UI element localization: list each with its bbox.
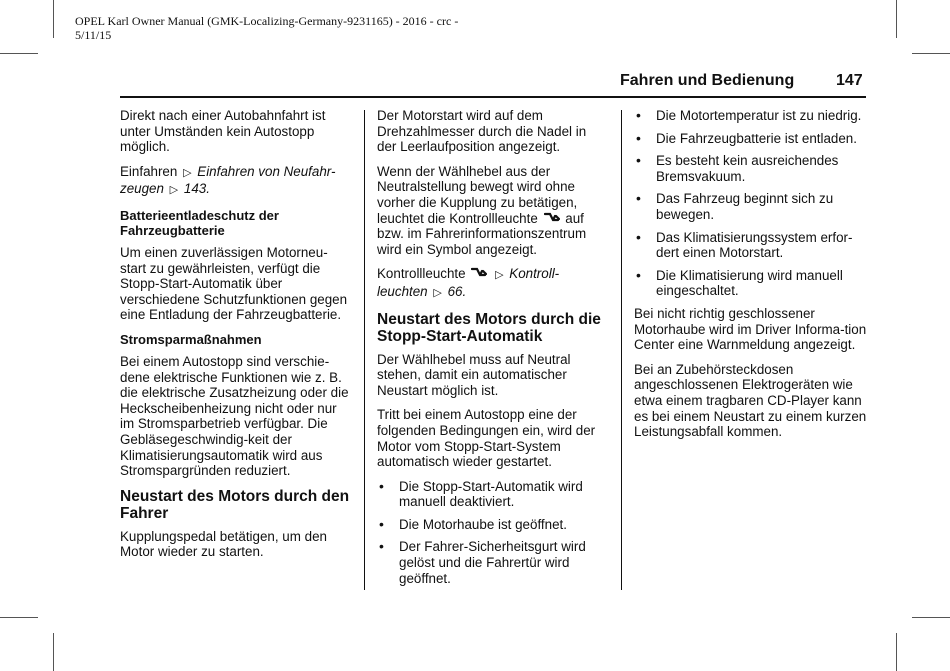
crop-mark xyxy=(53,633,54,671)
paragraph: Der Motorstart wird auf dem Drehzahlmesser durch die Nadel in der Leerlaufposition angezeigt. xyxy=(377,108,587,155)
paragraph xyxy=(377,164,607,258)
crop-mark xyxy=(53,0,54,38)
list-item: • Das Klimatisierungssystem erfor-dert einen Motorstart. xyxy=(634,230,868,261)
cross-reference xyxy=(120,164,352,199)
crop-mark xyxy=(896,0,897,38)
page-number: 147 xyxy=(836,72,863,89)
header-rule xyxy=(120,96,866,98)
page-arrow-icon: ▷ xyxy=(433,286,442,299)
list-item: • Die Klimatisierung wird manuell eingeschaltet. xyxy=(634,268,868,299)
column-divider xyxy=(621,110,622,590)
paragraph: Der Wählhebel muss auf Neutral stehen, damit ein automatischer Neustart möglich ist. xyxy=(377,351,571,398)
reference-prefix: Kontrollleuchte xyxy=(377,266,466,282)
reference-link[interactable]: Einfahren von Neufahr-zeugen xyxy=(120,163,336,197)
crop-mark xyxy=(912,53,950,54)
crop-mark xyxy=(896,633,897,671)
page-arrow-icon: ▷ xyxy=(169,184,179,197)
column-2 xyxy=(377,108,607,593)
condition-list xyxy=(634,108,868,299)
period: . xyxy=(462,283,467,299)
clutch-warning-icon xyxy=(471,267,487,279)
column-3 xyxy=(634,108,868,449)
crop-mark xyxy=(912,617,950,618)
condition-list xyxy=(377,479,607,587)
document-meta: OPEL Karl Owner Manual (GMK-Localizing-Germany-9231165) - 2016 - crc - 5/11/15 xyxy=(75,14,459,42)
paragraph: Kupplungspedal betätigen, um den Motor wieder zu starten. xyxy=(120,528,327,560)
list-item: • Der Fahrer-Sicherheitsgurt wird gelöst und die Fahrertür wird geöffnet. xyxy=(377,539,607,586)
paragraph-text: auf bzw. im Fahrerinformationszentrum wird ein Symbol angezeigt. xyxy=(377,210,587,257)
period: . xyxy=(206,181,210,197)
paragraph: Bei nicht richtig geschlossener Motorhaube wird im Driver Informa-tion Center eine Warnmeldung angezeigt. xyxy=(634,305,867,353)
paragraph: Bei an Zubehörsteckdosen angeschlossenen Elektrogeräten wie etwa einem tragbaren CD-Player kann es bei einem Neustart zu einem kurzen Leistungsabfall kommen. xyxy=(634,361,867,440)
paragraph: Tritt bei einem Autostopp eine der folgenden Bedingungen ein, wird der Motor vom Stopp-Start-System automatisch wieder gestartet. xyxy=(377,407,596,470)
list-item: • Das Fahrzeug beginnt sich zu bewegen. xyxy=(634,191,868,222)
cross-reference xyxy=(377,266,607,301)
heading-restart-auto: Neustart des Motors durch die Stopp-Start-Automatik xyxy=(377,310,601,346)
reference-page[interactable]: 143 xyxy=(183,181,207,197)
column-1 xyxy=(120,108,352,569)
paragraph: Um einen zuverlässigen Motorneu-start zu gewährleisten, verfügt die Stopp-Start-Automatik über verschiedene Schutzfunktionen gegen eine Entladung der Fahrzeugbatterie. xyxy=(120,244,348,323)
reference-arrow-icon: ▷ xyxy=(495,269,504,282)
column-divider xyxy=(364,110,365,590)
crop-mark xyxy=(0,53,38,54)
list-item: • Die Stopp-Start-Automatik wird manuell deaktiviert. xyxy=(377,479,607,510)
reference-page[interactable]: 66 xyxy=(447,283,463,299)
subheading-power-saving: Stromsparmaßnahmen xyxy=(120,331,262,347)
reference-arrow-icon: ▷ xyxy=(183,166,192,179)
subheading-battery: Batterieentladeschutz der Fahrzeugbatterie xyxy=(120,207,279,238)
list-item: • Die Motortemperatur ist zu niedrig. xyxy=(634,108,868,124)
list-item: • Es besteht kein ausreichendes Bremsvakuum. xyxy=(634,153,868,184)
reference-prefix: Einfahren xyxy=(120,163,178,179)
list-item: • Die Motorhaube ist geöffnet. xyxy=(377,517,607,533)
paragraph: Direkt nach einer Autobahnfahrt ist unter Umständen kein Autostopp möglich. xyxy=(120,108,326,155)
reference-link[interactable]: Kontroll-leuchten xyxy=(377,266,560,299)
list-item: • Die Fahrzeugbatterie ist entladen. xyxy=(634,131,868,147)
paragraph: Bei einem Autostopp sind verschie-dene elektrische Funktionen wie z. B. die elektrische Zusatzheizung oder die Heckscheibenheizung nicht oder nur im Stromsparbetrieb verfügbar. Die Gebläsegeschwindig-keit der Klimatisierungsautomatik wird aus Stromspargründen reduziert. xyxy=(120,353,349,479)
heading-restart-driver: Neustart des Motors durch den Fahrer xyxy=(120,487,350,523)
clutch-warning-icon xyxy=(544,212,560,224)
section-title: Fahren und Bedienung xyxy=(620,72,795,89)
crop-mark xyxy=(0,617,38,618)
paragraph-text: Wenn der Wählhebel aus der Neutralstellung bewegt wird ohne vorher die Kupplung zu betätigen, leuchtet die Kontrollleuchte xyxy=(377,163,578,226)
